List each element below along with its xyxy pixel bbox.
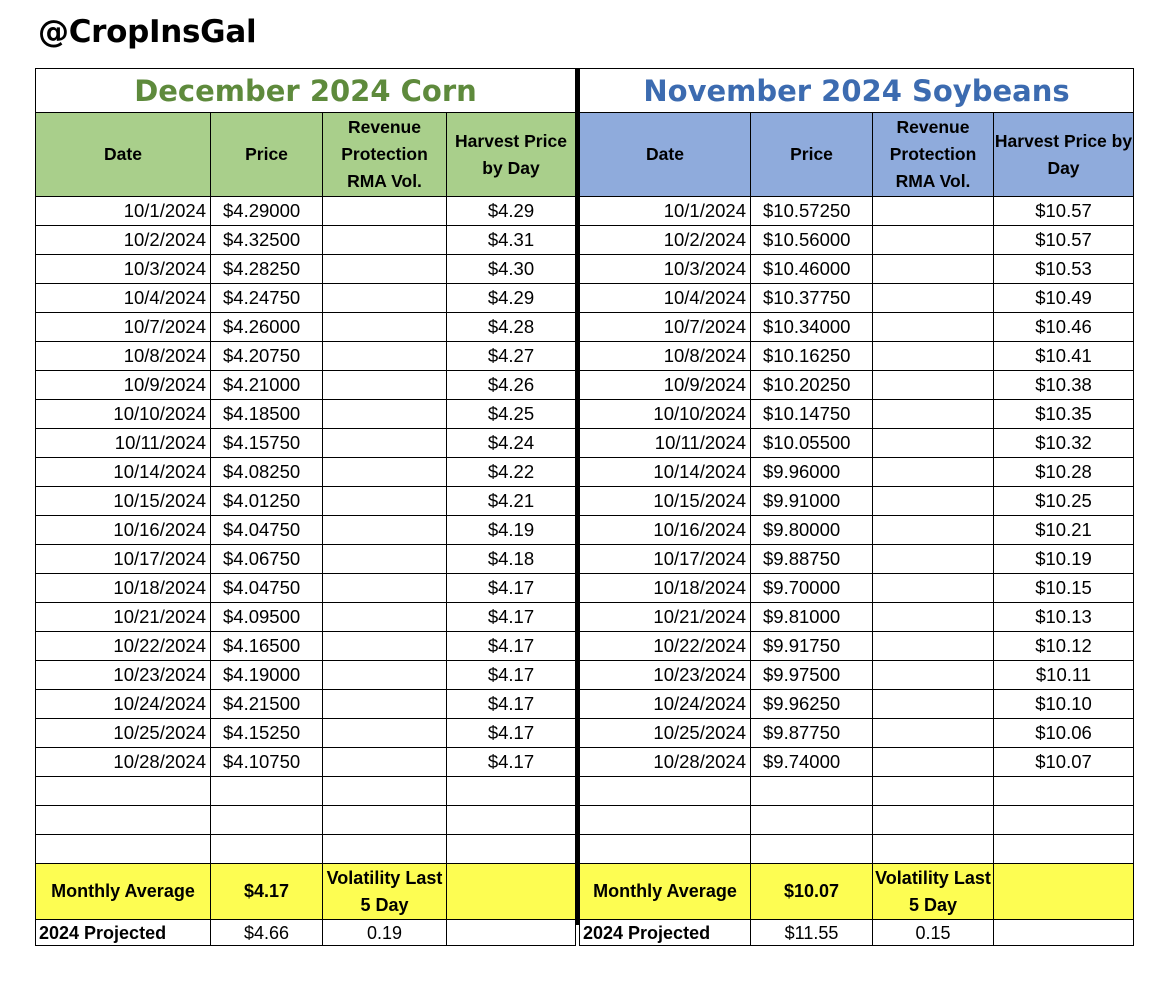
corn-cell-hp: $4.31 (447, 226, 576, 255)
soy-cell-rp (873, 516, 994, 545)
corn-cell-price (211, 777, 323, 806)
corn-cell-rp (323, 661, 447, 690)
soy-header-rp: Revenue Protection RMA Vol. (873, 113, 994, 197)
soy-cell-date (580, 835, 751, 864)
soy-cell-rp (873, 313, 994, 342)
soy-cell-price: $10.34000 (751, 313, 873, 342)
soy-cell-date: 10/1/2024 (580, 197, 751, 226)
corn-cell-rp (323, 574, 447, 603)
soy-cell-rp (873, 545, 994, 574)
table-row (36, 429, 576, 458)
table-row (580, 603, 1134, 632)
table-row (580, 806, 1134, 835)
table-row (580, 661, 1134, 690)
soy-avg-extra (994, 864, 1134, 920)
soy-header-date: Date (580, 113, 751, 197)
table-row (580, 545, 1134, 574)
soy-cell-date: 10/22/2024 (580, 632, 751, 661)
corn-cell-rp (323, 690, 447, 719)
soy-cell-rp (873, 574, 994, 603)
corn-cell-date: 10/10/2024 (36, 400, 211, 429)
table-row (580, 197, 1134, 226)
corn-cell-price: $4.20750 (211, 342, 323, 371)
soy-cell-date: 10/28/2024 (580, 748, 751, 777)
soy-vol-label: Volatility Last 5 Day (873, 864, 994, 920)
table-row (36, 835, 576, 864)
soy-rows (580, 197, 1134, 864)
table-row (36, 255, 576, 284)
corn-cell-hp: $4.17 (447, 661, 576, 690)
soy-cell-price: $9.74000 (751, 748, 873, 777)
table-divider (575, 68, 580, 925)
table-row (580, 777, 1134, 806)
soy-cell-hp: $10.19 (994, 545, 1134, 574)
table-row (36, 342, 576, 371)
table-row (580, 690, 1134, 719)
soy-cell-price: $9.80000 (751, 516, 873, 545)
corn-vol-label: Volatility Last 5 Day (323, 864, 447, 920)
soy-cell-hp: $10.11 (994, 661, 1134, 690)
corn-cell-rp (323, 255, 447, 284)
soy-cell-date: 10/14/2024 (580, 458, 751, 487)
soy-cell-hp: $10.41 (994, 342, 1134, 371)
soy-cell-hp: $10.28 (994, 458, 1134, 487)
corn-cell-rp (323, 400, 447, 429)
soy-cell-date: 10/24/2024 (580, 690, 751, 719)
soy-cell-hp: $10.49 (994, 284, 1134, 313)
corn-cell-price (211, 835, 323, 864)
table-row (580, 284, 1134, 313)
corn-cell-price: $4.15750 (211, 429, 323, 458)
corn-cell-price (211, 806, 323, 835)
corn-cell-price: $4.32500 (211, 226, 323, 255)
soy-cell-price: $10.56000 (751, 226, 873, 255)
soy-cell-rp (873, 748, 994, 777)
corn-table (35, 68, 576, 946)
soy-cell-rp (873, 661, 994, 690)
soy-cell-hp: $10.15 (994, 574, 1134, 603)
soy-cell-date: 10/10/2024 (580, 400, 751, 429)
soy-cell-rp (873, 429, 994, 458)
table-row (36, 516, 576, 545)
table-row (36, 777, 576, 806)
soy-cell-date: 10/18/2024 (580, 574, 751, 603)
corn-projected-label: 2024 Projected (36, 920, 211, 946)
table-row (580, 400, 1134, 429)
corn-projected-row (36, 920, 576, 946)
table-row (580, 429, 1134, 458)
soy-cell-price: $9.91750 (751, 632, 873, 661)
table-row (36, 719, 576, 748)
corn-cell-date (36, 777, 211, 806)
corn-cell-rp (323, 748, 447, 777)
table-row (36, 806, 576, 835)
soy-cell-price: $9.81000 (751, 603, 873, 632)
soy-cell-rp (873, 719, 994, 748)
corn-cell-hp: $4.27 (447, 342, 576, 371)
soy-cell-price: $10.14750 (751, 400, 873, 429)
table-row (36, 313, 576, 342)
soy-cell-rp (873, 458, 994, 487)
table-row (580, 371, 1134, 400)
soy-cell-rp (873, 255, 994, 284)
corn-header-date: Date (36, 113, 211, 197)
soy-cell-rp (873, 690, 994, 719)
corn-cell-date: 10/7/2024 (36, 313, 211, 342)
corn-header-rp: Revenue Protection RMA Vol. (323, 113, 447, 197)
corn-cell-price: $4.16500 (211, 632, 323, 661)
soy-avg-label: Monthly Average (580, 864, 751, 920)
corn-header-row (36, 113, 576, 197)
corn-cell-date: 10/18/2024 (36, 574, 211, 603)
corn-title: December 2024 Corn (36, 69, 576, 113)
table-row (580, 748, 1134, 777)
corn-cell-price: $4.19000 (211, 661, 323, 690)
corn-cell-date: 10/22/2024 (36, 632, 211, 661)
table-row (580, 226, 1134, 255)
corn-cell-date: 10/1/2024 (36, 197, 211, 226)
soy-cell-date: 10/11/2024 (580, 429, 751, 458)
soy-cell-price: $9.96000 (751, 458, 873, 487)
table-row (580, 487, 1134, 516)
price-sheet (35, 68, 1134, 946)
corn-cell-price: $4.29000 (211, 197, 323, 226)
corn-cell-rp (323, 806, 447, 835)
corn-cell-date: 10/15/2024 (36, 487, 211, 516)
corn-cell-date: 10/25/2024 (36, 719, 211, 748)
soy-header-price: Price (751, 113, 873, 197)
corn-cell-price: $4.01250 (211, 487, 323, 516)
soy-cell-rp (873, 371, 994, 400)
corn-avg-extra (447, 864, 576, 920)
corn-cell-rp (323, 487, 447, 516)
table-row (36, 284, 576, 313)
corn-cell-date: 10/11/2024 (36, 429, 211, 458)
corn-cell-price: $4.26000 (211, 313, 323, 342)
soy-cell-price: $10.16250 (751, 342, 873, 371)
corn-cell-date (36, 806, 211, 835)
soy-cell-rp (873, 835, 994, 864)
table-row (36, 371, 576, 400)
corn-cell-hp: $4.28 (447, 313, 576, 342)
table-row (36, 226, 576, 255)
table-row (36, 545, 576, 574)
soy-cell-hp: $10.13 (994, 603, 1134, 632)
soy-cell-price: $9.70000 (751, 574, 873, 603)
corn-cell-hp: $4.17 (447, 632, 576, 661)
corn-cell-price: $4.04750 (211, 574, 323, 603)
soy-title-row (580, 69, 1134, 113)
corn-cell-hp (447, 835, 576, 864)
corn-cell-date: 10/14/2024 (36, 458, 211, 487)
corn-cell-price: $4.21500 (211, 690, 323, 719)
corn-cell-rp (323, 835, 447, 864)
soy-cell-hp: $10.57 (994, 226, 1134, 255)
corn-cell-rp (323, 226, 447, 255)
soy-avg-value: $10.07 (751, 864, 873, 920)
corn-cell-hp: $4.25 (447, 400, 576, 429)
soy-cell-rp (873, 226, 994, 255)
corn-cell-price: $4.24750 (211, 284, 323, 313)
soy-cell-price: $9.91000 (751, 487, 873, 516)
corn-cell-date: 10/28/2024 (36, 748, 211, 777)
corn-cell-hp: $4.17 (447, 603, 576, 632)
corn-cell-hp: $4.24 (447, 429, 576, 458)
corn-rows (36, 197, 576, 864)
corn-avg-label: Monthly Average (36, 864, 211, 920)
table-row (580, 835, 1134, 864)
table-row (580, 719, 1134, 748)
soy-cell-price: $10.05500 (751, 429, 873, 458)
corn-cell-hp: $4.26 (447, 371, 576, 400)
soy-avg-row (580, 864, 1134, 920)
soy-cell-price: $9.97500 (751, 661, 873, 690)
soy-cell-date: 10/7/2024 (580, 313, 751, 342)
corn-cell-rp (323, 545, 447, 574)
soy-projected-vol: 0.15 (873, 920, 994, 946)
soy-cell-rp (873, 777, 994, 806)
table-row (36, 690, 576, 719)
corn-cell-price: $4.06750 (211, 545, 323, 574)
corn-cell-rp (323, 342, 447, 371)
soy-cell-price (751, 806, 873, 835)
soy-projected-label: 2024 Projected (580, 920, 751, 946)
soy-cell-price: $10.46000 (751, 255, 873, 284)
soy-cell-price: $9.87750 (751, 719, 873, 748)
soy-cell-date: 10/21/2024 (580, 603, 751, 632)
soy-cell-hp: $10.12 (994, 632, 1134, 661)
corn-cell-hp: $4.18 (447, 545, 576, 574)
soy-cell-rp (873, 197, 994, 226)
soy-cell-date (580, 806, 751, 835)
soy-cell-price (751, 835, 873, 864)
table-row (580, 632, 1134, 661)
corn-cell-hp: $4.17 (447, 748, 576, 777)
soy-cell-price: $9.88750 (751, 545, 873, 574)
corn-cell-hp: $4.21 (447, 487, 576, 516)
soy-cell-hp: $10.25 (994, 487, 1134, 516)
soy-cell-date: 10/9/2024 (580, 371, 751, 400)
corn-cell-rp (323, 516, 447, 545)
table-row (36, 574, 576, 603)
soy-cell-date: 10/16/2024 (580, 516, 751, 545)
corn-cell-hp: $4.29 (447, 197, 576, 226)
soy-cell-date (580, 777, 751, 806)
soy-cell-price: $10.20250 (751, 371, 873, 400)
corn-cell-hp (447, 777, 576, 806)
soy-projected-row (580, 920, 1134, 946)
soy-cell-rp (873, 400, 994, 429)
corn-cell-date (36, 835, 211, 864)
soy-cell-date: 10/23/2024 (580, 661, 751, 690)
soy-cell-date: 10/4/2024 (580, 284, 751, 313)
soy-cell-hp: $10.06 (994, 719, 1134, 748)
soy-cell-hp: $10.53 (994, 255, 1134, 284)
soy-cell-hp (994, 835, 1134, 864)
corn-cell-hp: $4.29 (447, 284, 576, 313)
soy-cell-rp (873, 806, 994, 835)
soy-cell-date: 10/15/2024 (580, 487, 751, 516)
soy-cell-hp: $10.35 (994, 400, 1134, 429)
table-row (36, 603, 576, 632)
corn-header-hp: Harvest Price by Day (447, 113, 576, 197)
soy-cell-rp (873, 487, 994, 516)
corn-cell-date: 10/3/2024 (36, 255, 211, 284)
soy-cell-hp: $10.57 (994, 197, 1134, 226)
corn-cell-hp: $4.30 (447, 255, 576, 284)
corn-cell-price: $4.15250 (211, 719, 323, 748)
corn-cell-date: 10/2/2024 (36, 226, 211, 255)
corn-cell-price: $4.08250 (211, 458, 323, 487)
corn-cell-rp (323, 197, 447, 226)
corn-projected-extra (447, 920, 576, 946)
table-row (580, 458, 1134, 487)
soy-cell-hp: $10.32 (994, 429, 1134, 458)
table-row (36, 400, 576, 429)
corn-title-row (36, 69, 576, 113)
corn-cell-price: $4.04750 (211, 516, 323, 545)
table-row (580, 574, 1134, 603)
soy-cell-date: 10/8/2024 (580, 342, 751, 371)
table-row (580, 255, 1134, 284)
soy-cell-hp: $10.38 (994, 371, 1134, 400)
table-row (36, 197, 576, 226)
table-row (36, 661, 576, 690)
table-row (580, 516, 1134, 545)
corn-cell-hp: $4.17 (447, 574, 576, 603)
soy-table (579, 68, 1134, 946)
corn-avg-row (36, 864, 576, 920)
soy-cell-price: $9.96250 (751, 690, 873, 719)
soy-cell-rp (873, 603, 994, 632)
soy-projected-price: $11.55 (751, 920, 873, 946)
corn-cell-date: 10/23/2024 (36, 661, 211, 690)
soy-cell-date: 10/3/2024 (580, 255, 751, 284)
corn-cell-date: 10/17/2024 (36, 545, 211, 574)
soy-cell-hp: $10.07 (994, 748, 1134, 777)
corn-cell-date: 10/9/2024 (36, 371, 211, 400)
corn-cell-rp (323, 313, 447, 342)
author-handle: @CropInsGal (38, 14, 257, 50)
corn-cell-price: $4.28250 (211, 255, 323, 284)
soy-cell-hp (994, 806, 1134, 835)
corn-cell-price: $4.09500 (211, 603, 323, 632)
soy-cell-rp (873, 632, 994, 661)
soy-projected-extra (994, 920, 1134, 946)
soy-cell-hp: $10.21 (994, 516, 1134, 545)
corn-header-price: Price (211, 113, 323, 197)
corn-cell-date: 10/24/2024 (36, 690, 211, 719)
corn-cell-date: 10/4/2024 (36, 284, 211, 313)
soy-header-row (580, 113, 1134, 197)
table-row (36, 748, 576, 777)
corn-cell-rp (323, 371, 447, 400)
corn-cell-rp (323, 429, 447, 458)
corn-cell-hp: $4.17 (447, 690, 576, 719)
corn-cell-rp (323, 603, 447, 632)
corn-cell-price: $4.18500 (211, 400, 323, 429)
corn-cell-rp (323, 719, 447, 748)
table-row (580, 313, 1134, 342)
corn-cell-price: $4.21000 (211, 371, 323, 400)
corn-avg-value: $4.17 (211, 864, 323, 920)
soy-cell-hp (994, 777, 1134, 806)
table-row (36, 487, 576, 516)
corn-cell-date: 10/21/2024 (36, 603, 211, 632)
soy-cell-price: $10.37750 (751, 284, 873, 313)
corn-cell-rp (323, 284, 447, 313)
corn-cell-date: 10/16/2024 (36, 516, 211, 545)
corn-cell-rp (323, 777, 447, 806)
soy-cell-price (751, 777, 873, 806)
table-row (580, 342, 1134, 371)
corn-cell-rp (323, 458, 447, 487)
soy-cell-hp: $10.46 (994, 313, 1134, 342)
soy-cell-rp (873, 284, 994, 313)
soy-title: November 2024 Soybeans (580, 69, 1134, 113)
soy-cell-date: 10/17/2024 (580, 545, 751, 574)
corn-cell-rp (323, 632, 447, 661)
soy-cell-price: $10.57250 (751, 197, 873, 226)
table-row (36, 632, 576, 661)
corn-projected-vol: 0.19 (323, 920, 447, 946)
corn-cell-hp: $4.22 (447, 458, 576, 487)
soy-header-hp: Harvest Price by Day (994, 113, 1134, 197)
soy-cell-date: 10/25/2024 (580, 719, 751, 748)
soy-cell-rp (873, 342, 994, 371)
table-row (36, 458, 576, 487)
soy-cell-date: 10/2/2024 (580, 226, 751, 255)
corn-cell-hp: $4.19 (447, 516, 576, 545)
soy-cell-hp: $10.10 (994, 690, 1134, 719)
corn-cell-hp (447, 806, 576, 835)
corn-cell-date: 10/8/2024 (36, 342, 211, 371)
corn-cell-hp: $4.17 (447, 719, 576, 748)
corn-cell-price: $4.10750 (211, 748, 323, 777)
corn-projected-price: $4.66 (211, 920, 323, 946)
